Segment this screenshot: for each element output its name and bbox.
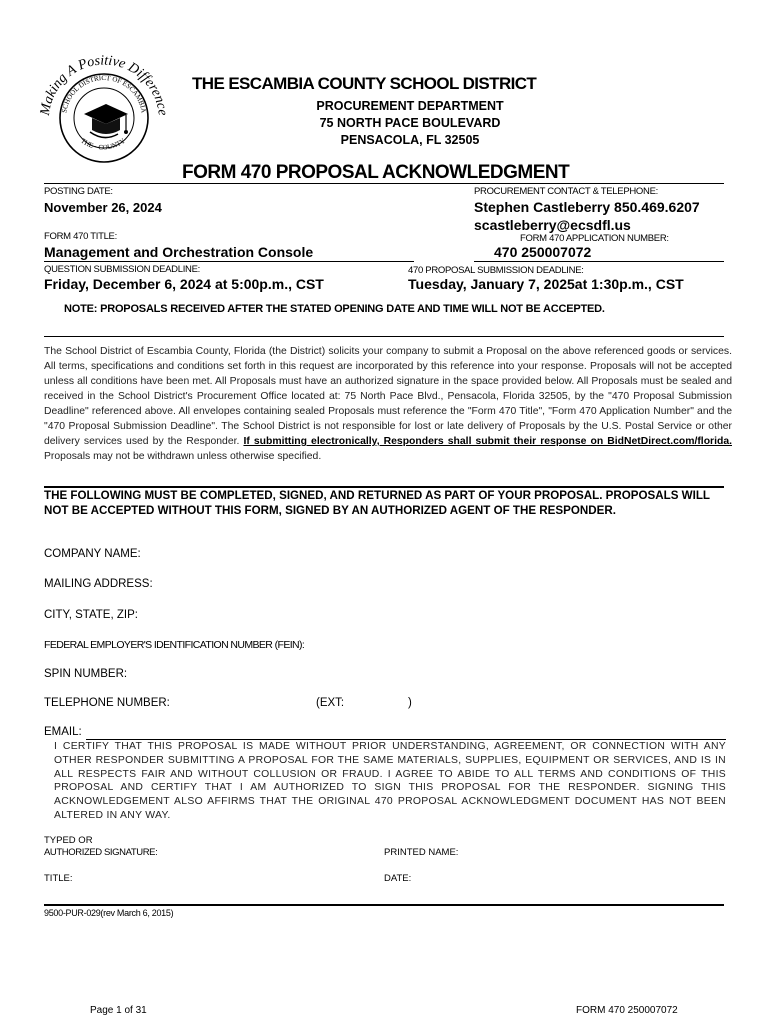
posting-date-value: November 26, 2024	[44, 200, 162, 215]
page-number: Page 1 of 31	[90, 1005, 147, 1016]
district-seal-logo	[34, 44, 172, 182]
electronic-submission-notice: If submitting electronically, Responders shall submit their response on BidNetDirect.com/florida.	[243, 436, 732, 447]
address-line-2: PENSACOLA, FL 32505	[340, 133, 480, 147]
extension-label: (EXT:	[316, 697, 345, 709]
proposal-deadline-value: Tuesday, January 7, 2025at 1:30p.m., CST	[408, 276, 684, 292]
authorized-signature-label: AUTHORIZED SIGNATURE:	[44, 847, 158, 858]
form470-title-label: FORM 470 TITLE:	[44, 231, 117, 242]
contact-email: scastleberry@ecsdfl.us	[474, 217, 631, 233]
question-deadline-label: QUESTION SUBMISSION DEADLINE:	[44, 264, 200, 275]
typed-or-label: TYPED OR	[44, 835, 93, 846]
department-name: PROCUREMENT DEPARTMENT	[316, 99, 504, 113]
certification-statement: I CERTIFY THAT THIS PROPOSAL IS MADE WITHOUT PRIOR UNDERSTANDING, AGREEMENT, OR CONNECTION WITH ANY OTHER RESPONDER SUBMITTING A PROPOSAL FOR THE SAME MATERIALS, SUPPLIES, EQUIPMENT OR SERVICES, AND IS IN ALL RESPECTS FAIR AND WITHOUT COLLUSION OR FRAUD. I AGREE TO ABIDE TO ALL TERMS AND CONDITIONS OF THIS PROPOSAL AND CERTIFY THAT I AM AUTHORIZED TO SIGN THIS PROPOSAL FOR THE RESPONDER. SIGNING THIS ACKNOWLEDGEMENT ALSO AFFIRMS THAT THE ORIGINAL 470 PROPOSAL ACKNOWLEDGMENT DOCUMENT HAS NOT BEEN ALTERED IN ANY WAY.	[54, 741, 726, 821]
form-title: FORM 470 PROPOSAL ACKNOWLEDGMENT	[182, 162, 570, 183]
city-state-zip-label: CITY, STATE, ZIP:	[44, 609, 138, 621]
spin-number-label: SPIN NUMBER:	[44, 668, 128, 680]
address-line-1: 75 NORTH PACE BOULEVARD	[319, 116, 501, 130]
application-number-label: FORM 470 APPLICATION NUMBER:	[520, 233, 669, 244]
must-complete-notice: THE FOLLOWING MUST BE COMPLETED, SIGNED, AND RETURNED AS PART OF YOUR PROPOSAL. PROPOSALS WILL NOT BE ACCEPTED WITHOUT THIS FORM, SIGNED BY AN AUTHORIZED AGENT OF THE RESPONDER.	[44, 489, 710, 517]
telephone-label: TELEPHONE NUMBER:	[44, 697, 170, 709]
title-label: TITLE:	[44, 873, 73, 884]
fein-label: FEDERAL EMPLOYER'S IDENTIFICATION NUMBER (FEIN):	[44, 639, 305, 651]
contact-label: PROCUREMENT CONTACT & TELEPHONE:	[474, 186, 658, 197]
printed-name-label: PRINTED NAME:	[384, 847, 459, 858]
email-label: EMAIL:	[44, 726, 82, 738]
proposal-deadline-label: 470 PROPOSAL SUBMISSION DEADLINE:	[408, 265, 584, 276]
date-label: DATE:	[384, 873, 412, 884]
paragraph-body: The School District of Escambia County, Florida (the District) solicits your company to submit a Proposal on the above referenced goods or services. All terms, specifications and conditions set forth in this request are incorporated by this reference into your response. Proposals will not be accepted unless all conditions have been met. All Proposals must have an authorized signature in the space provided below. All Proposals must be sealed and received in the School District's Procurement Office located at: 75 North Pace Blvd., Pensacola, Florida 32505, by the "470 Proposal Submission Deadline" referenced above. All envelopes containing sealed Proposals must reference the "Form 470 Title", "Form 470 Application Number" and the "470 Proposal Submission Deadline". The School District is not responsible for lost or late delivery of Proposals by the U.S. Postal Service or other delivery services used by the Responder.	[44, 346, 732, 447]
form-revision-code: 9500-PUR-029(rev March 6, 2015)	[44, 908, 174, 918]
application-number-value: 470 250007072	[494, 244, 592, 260]
seal-outer-text: Making A Positive Difference	[37, 53, 170, 117]
mailing-address-label: MAILING ADDRESS:	[44, 578, 153, 590]
svg-text:SCHOOL DISTRICT OF ESCAMBIA: SCHOOL DISTRICT OF ESCAMBIA	[60, 73, 148, 114]
footer-form-number: FORM 470 250007072	[576, 1005, 678, 1016]
svg-text:THE · COUNTY: THE · COUNTY	[79, 136, 127, 152]
company-name-label: COMPANY NAME:	[44, 548, 141, 560]
question-deadline-value: Friday, December 6, 2024 at 5:00p.m., CST	[44, 276, 324, 292]
contact-name-phone: Stephen Castleberry 850.469.6207	[474, 199, 700, 215]
solicitation-paragraph	[44, 344, 732, 464]
extension-close: )	[408, 697, 412, 709]
form470-title-value: Management and Orchestration Console	[44, 244, 314, 260]
paragraph-tail: Proposals may not be withdrawn unless otherwise specified.	[44, 451, 322, 462]
late-proposal-note: NOTE: PROPOSALS RECEIVED AFTER THE STATED OPENING DATE AND TIME WILL NOT BE ACCEPTED.	[64, 303, 605, 315]
posting-date-label: POSTING DATE:	[44, 186, 113, 197]
district-title: THE ESCAMBIA COUNTY SCHOOL DISTRICT	[192, 74, 537, 93]
